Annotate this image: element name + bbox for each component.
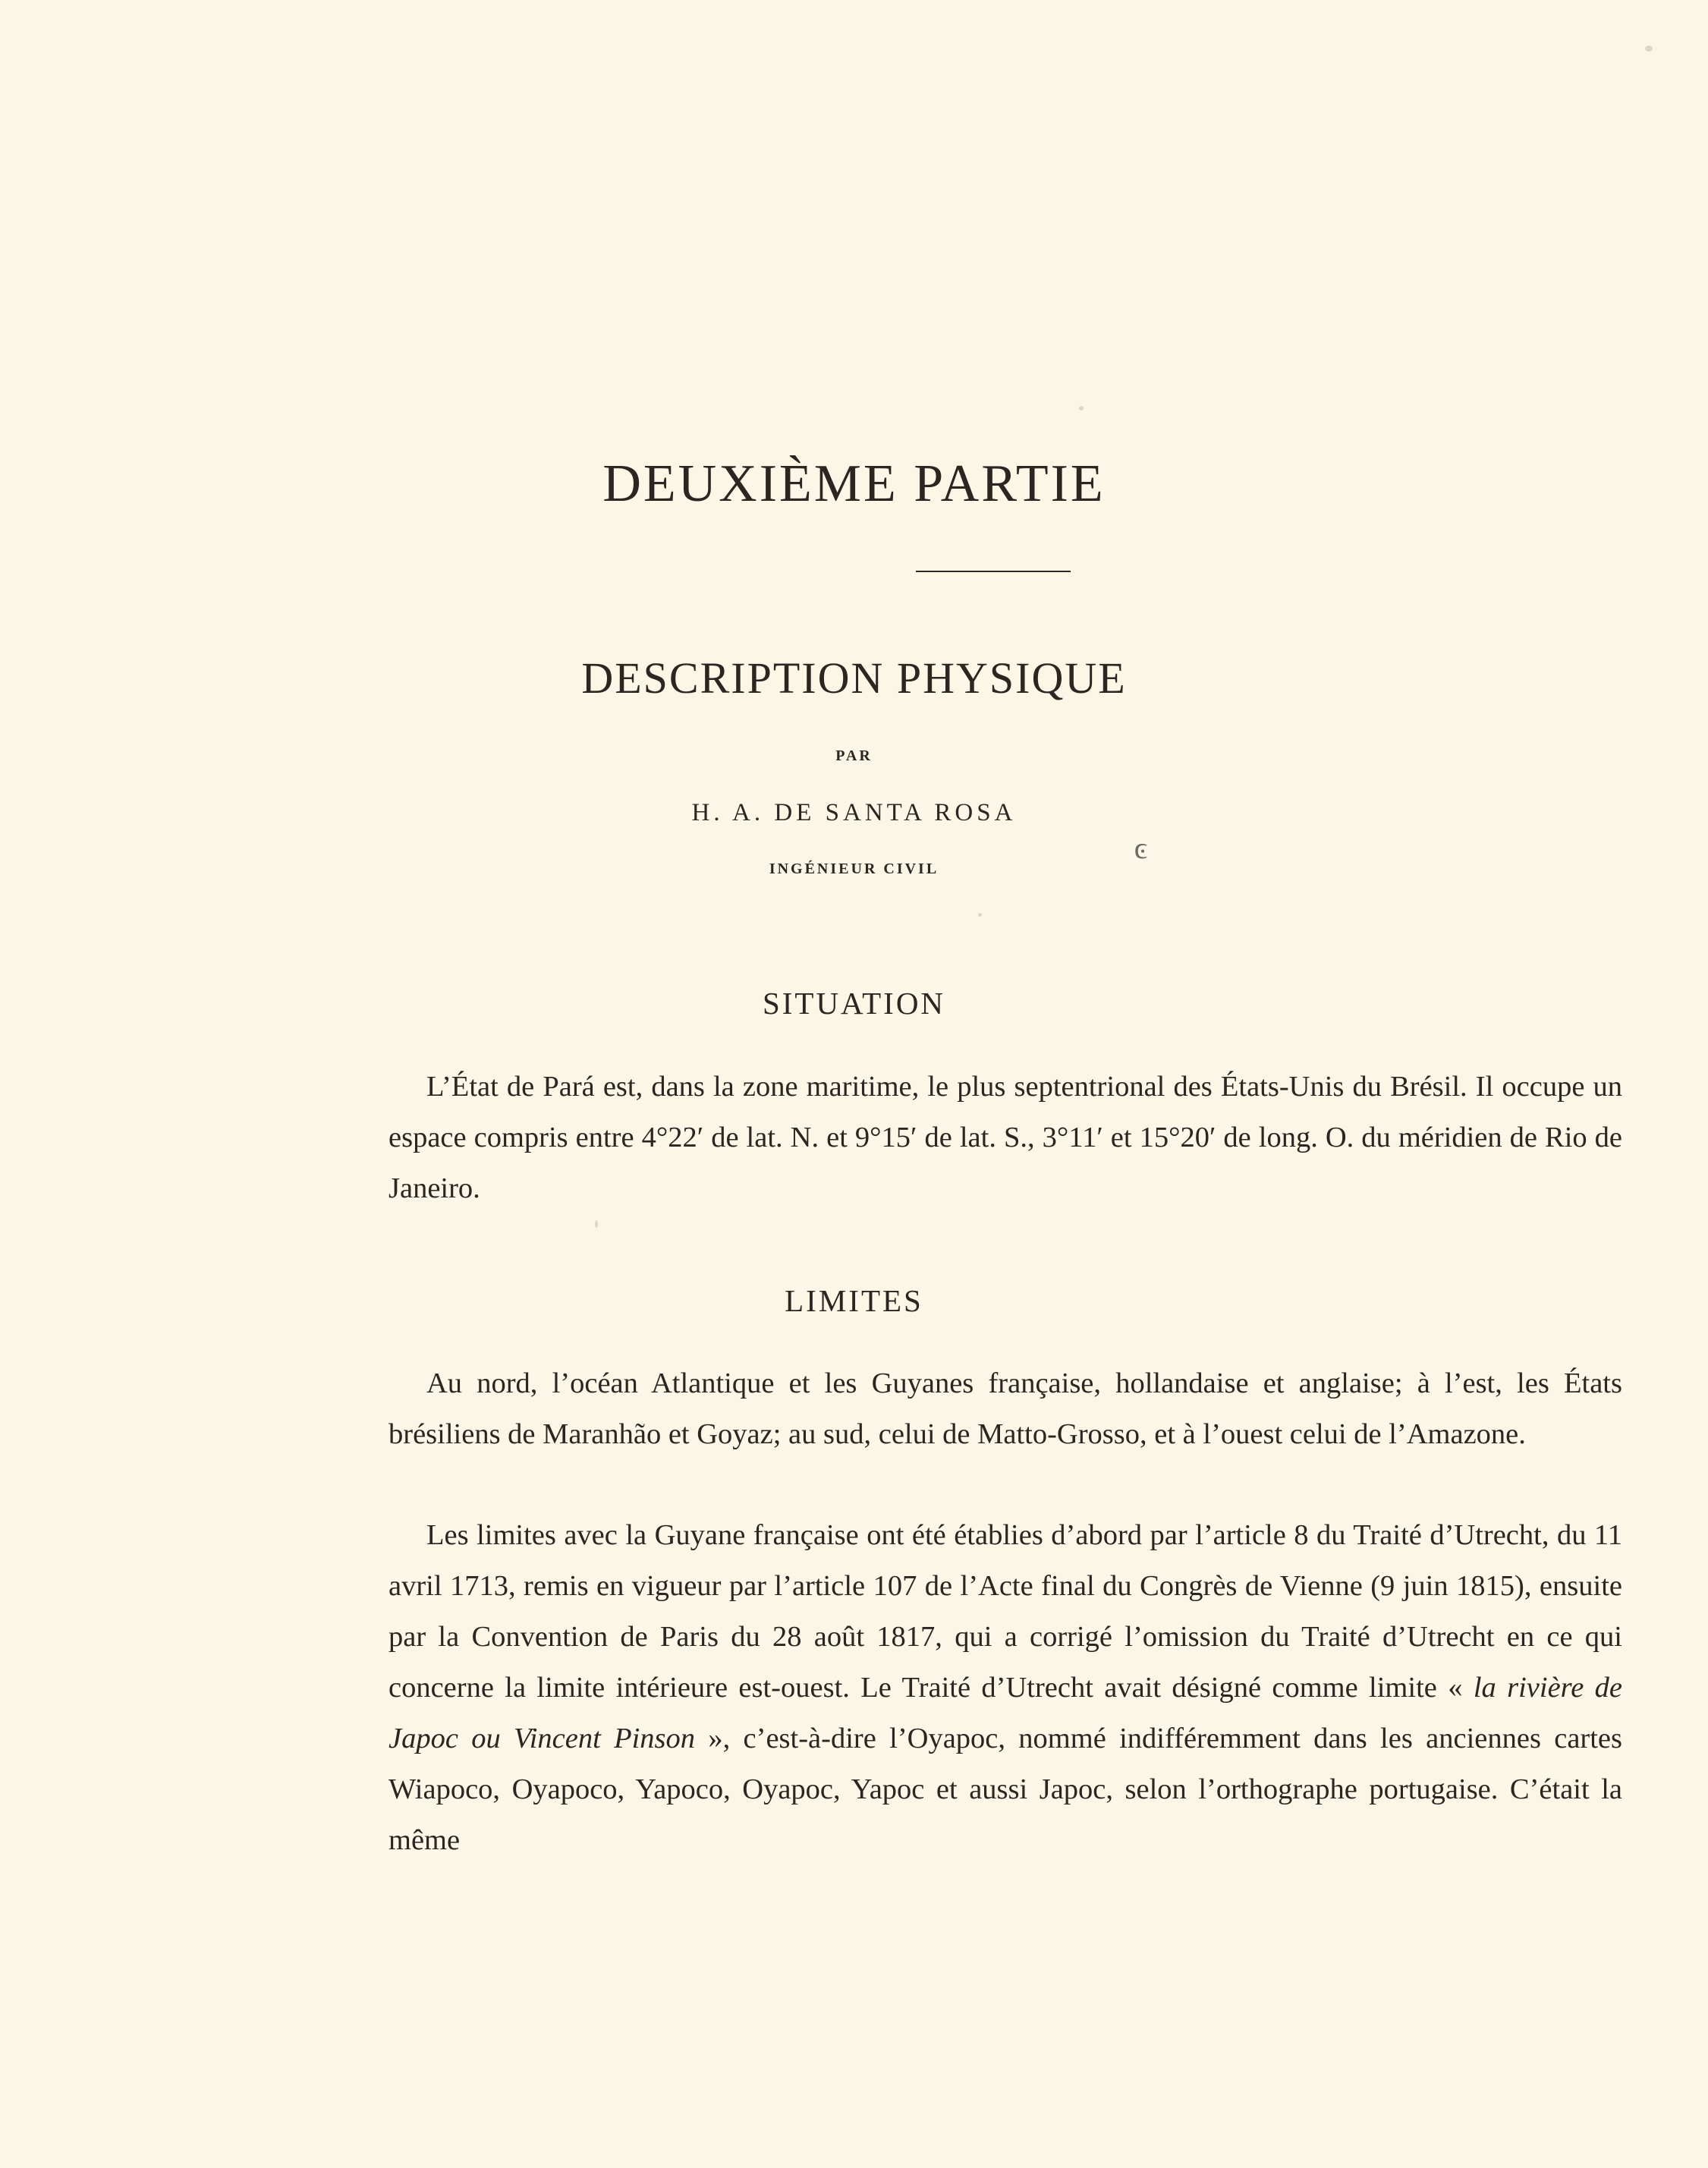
section-title: DESCRIPTION PHYSIQUE — [581, 653, 1127, 703]
limites-heading: LIMITES — [785, 1283, 923, 1318]
situation-paragraph: L’État de Pará est, dans la zone maritime, le plus septentrional des États-Unis du Brésil. Il occupe un espace compris entre 4°22′ de lat. N. et 9°15′ de lat. S., 3°11′ et 15°20′ de long. O. du méridien de Rio de Janeiro. — [388, 1071, 1622, 1204]
author-title: INGÉNIEUR CIVIL — [769, 861, 939, 877]
limites-paragraph-2-quote: la rivière de Japoc ou Vincent Pinson — [388, 1672, 1622, 1754]
paper-speck — [978, 913, 982, 917]
author-name: H. A. DE SANTA ROSA — [691, 799, 1017, 826]
handwritten-mark: ͼ — [1134, 831, 1148, 865]
title-rule — [916, 571, 1071, 572]
paper-speck — [595, 1220, 598, 1228]
situation-heading: SITUATION — [762, 986, 946, 1021]
part-title: DEUXIÈME PARTIE — [602, 455, 1106, 513]
by-label: PAR — [835, 747, 873, 764]
limites-paragraph-2-start: Les limites avec la Guyane française ont été établies d’abord par l’article 8 du Traité d’Utrecht, du 11 avril 1713, remis en vigueur par l’article 107 de l’Acte final du Congrès de Vienne (9 juin 1815), ensuite par la Convention de Paris du 28 août 1817, qui a corrigé l’omission du Traité d’Utrecht en ce qui concerne la limite intérieure est-ouest. Le Traité d’Utrecht avait désigné comme limite « — [388, 1519, 1622, 1704]
limites-paragraph-2 — [388, 1510, 1622, 1866]
limites-paragraph-2-end: », c’est-à-dire l’Oyapoc, nommé indifféremment dans les anciennes cartes Wiapoco, Oyapoco, Yapoco, Oyapoc, Yapoc et aussi Japoc, selon l’orthographe portugaise. C’était la même — [388, 1723, 1622, 1856]
limites-paragraph-1: Au nord, l’océan Atlantique et les Guyanes française, hollandaise et anglaise; à l’est, les États brésiliens de Maranhão et Goyaz; au sud, celui de Matto-Grosso, et à l’ouest celui de l’Amazone. — [388, 1367, 1622, 1450]
paper-speck — [1645, 46, 1653, 52]
paper-speck — [1079, 406, 1084, 411]
